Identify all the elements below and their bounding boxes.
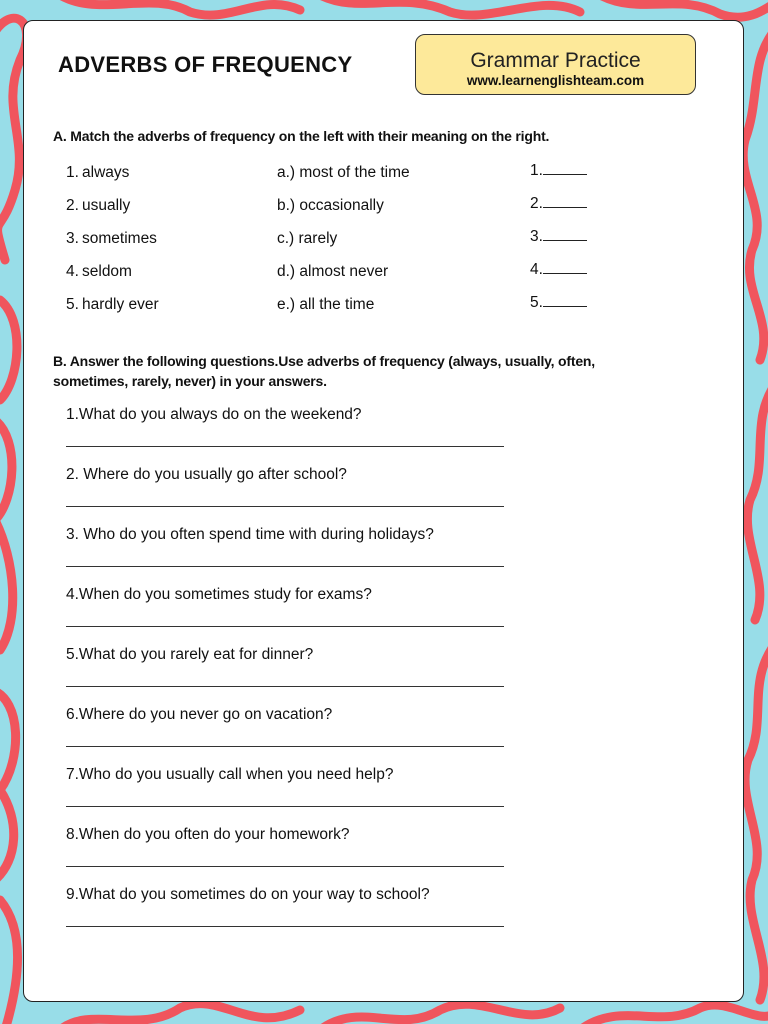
grammar-practice-badge xyxy=(415,34,696,95)
meaning-item: d.) almost never xyxy=(277,263,389,280)
match-answer-blank[interactable] xyxy=(543,292,587,307)
meaning-item: e.) all the time xyxy=(277,296,375,313)
answer-number: 5. xyxy=(530,294,543,311)
adverb-word: seldom xyxy=(82,263,132,280)
question-item xyxy=(66,525,504,585)
question-item xyxy=(66,705,504,765)
question-text: 6.Where do you never go on vacation? xyxy=(66,706,333,723)
answer-line[interactable] xyxy=(66,686,504,687)
question-item xyxy=(66,765,504,825)
match-answer-item xyxy=(530,160,587,193)
meaning-item: c.) rarely xyxy=(277,230,338,247)
adverb-word: hardly ever xyxy=(82,296,159,313)
match-answer-item xyxy=(530,226,587,259)
adverbs-list xyxy=(66,163,159,328)
question-item xyxy=(66,645,504,705)
adverb-number: 1. xyxy=(66,164,79,181)
question-item xyxy=(66,405,504,465)
answer-line[interactable] xyxy=(66,746,504,747)
answer-number: 1. xyxy=(530,162,543,179)
match-answer-blank[interactable] xyxy=(543,160,587,175)
match-answer-item xyxy=(530,292,587,325)
question-item xyxy=(66,465,504,525)
meaning-item: b.) occasionally xyxy=(277,197,384,214)
adverb-number: 5. xyxy=(66,296,79,313)
question-text: 1.What do you always do on the weekend? xyxy=(66,406,362,423)
adverb-word: sometimes xyxy=(82,230,157,247)
answer-line[interactable] xyxy=(66,806,504,807)
match-answer-blank[interactable] xyxy=(543,193,587,208)
adverb-item xyxy=(66,163,159,196)
adverb-word: usually xyxy=(82,197,131,214)
section-b-instruction: B. Answer the following questions.Use adverbs of frequency (always, usually, often, sometimes, rarely, never) in your answers. xyxy=(53,353,595,389)
adverb-item xyxy=(66,295,159,328)
adverb-number: 4. xyxy=(66,263,79,280)
adverb-word: always xyxy=(82,164,130,181)
answer-number: 2. xyxy=(530,195,543,212)
question-item xyxy=(66,885,504,945)
answer-line[interactable] xyxy=(66,926,504,927)
question-text: 3. Who do you often spend time with during holidays? xyxy=(66,526,434,543)
badge-title: Grammar Practice xyxy=(470,49,641,72)
adverb-item xyxy=(66,229,159,262)
question-text: 2. Where do you usually go after school? xyxy=(66,466,347,483)
badge-url: www.learnenglishteam.com xyxy=(466,73,645,88)
answer-line[interactable] xyxy=(66,506,504,507)
question-text: 9.What do you sometimes do on your way to school? xyxy=(66,886,430,903)
questions-list xyxy=(66,405,504,945)
adverb-number: 2. xyxy=(66,197,79,214)
question-item xyxy=(66,825,504,885)
question-item xyxy=(66,585,504,645)
answer-number: 4. xyxy=(530,261,543,278)
match-answer-item xyxy=(530,193,587,226)
match-answer-item xyxy=(530,259,587,292)
answer-line[interactable] xyxy=(66,566,504,567)
question-text: 4.When do you sometimes study for exams? xyxy=(66,586,372,603)
answer-number: 3. xyxy=(530,228,543,245)
page-title: ADVERBS OF FREQUENCY xyxy=(58,52,353,77)
meaning-item: a.) most of the time xyxy=(277,164,410,181)
answer-line[interactable] xyxy=(66,446,504,447)
section-a-instruction: A. Match the adverbs of frequency on the left with their meaning on the right. xyxy=(53,128,550,144)
adverb-item xyxy=(66,262,159,295)
adverb-number: 3. xyxy=(66,230,79,247)
answer-line[interactable] xyxy=(66,626,504,627)
meanings-list xyxy=(277,163,410,328)
question-text: 8.When do you often do your homework? xyxy=(66,826,350,843)
adverb-item xyxy=(66,196,159,229)
answer-line[interactable] xyxy=(66,866,504,867)
question-text: 7.Who do you usually call when you need help? xyxy=(66,766,394,783)
match-answer-blanks xyxy=(530,160,587,325)
question-text: 5.What do you rarely eat for dinner? xyxy=(66,646,314,663)
match-answer-blank[interactable] xyxy=(543,226,587,241)
match-answer-blank[interactable] xyxy=(543,259,587,274)
